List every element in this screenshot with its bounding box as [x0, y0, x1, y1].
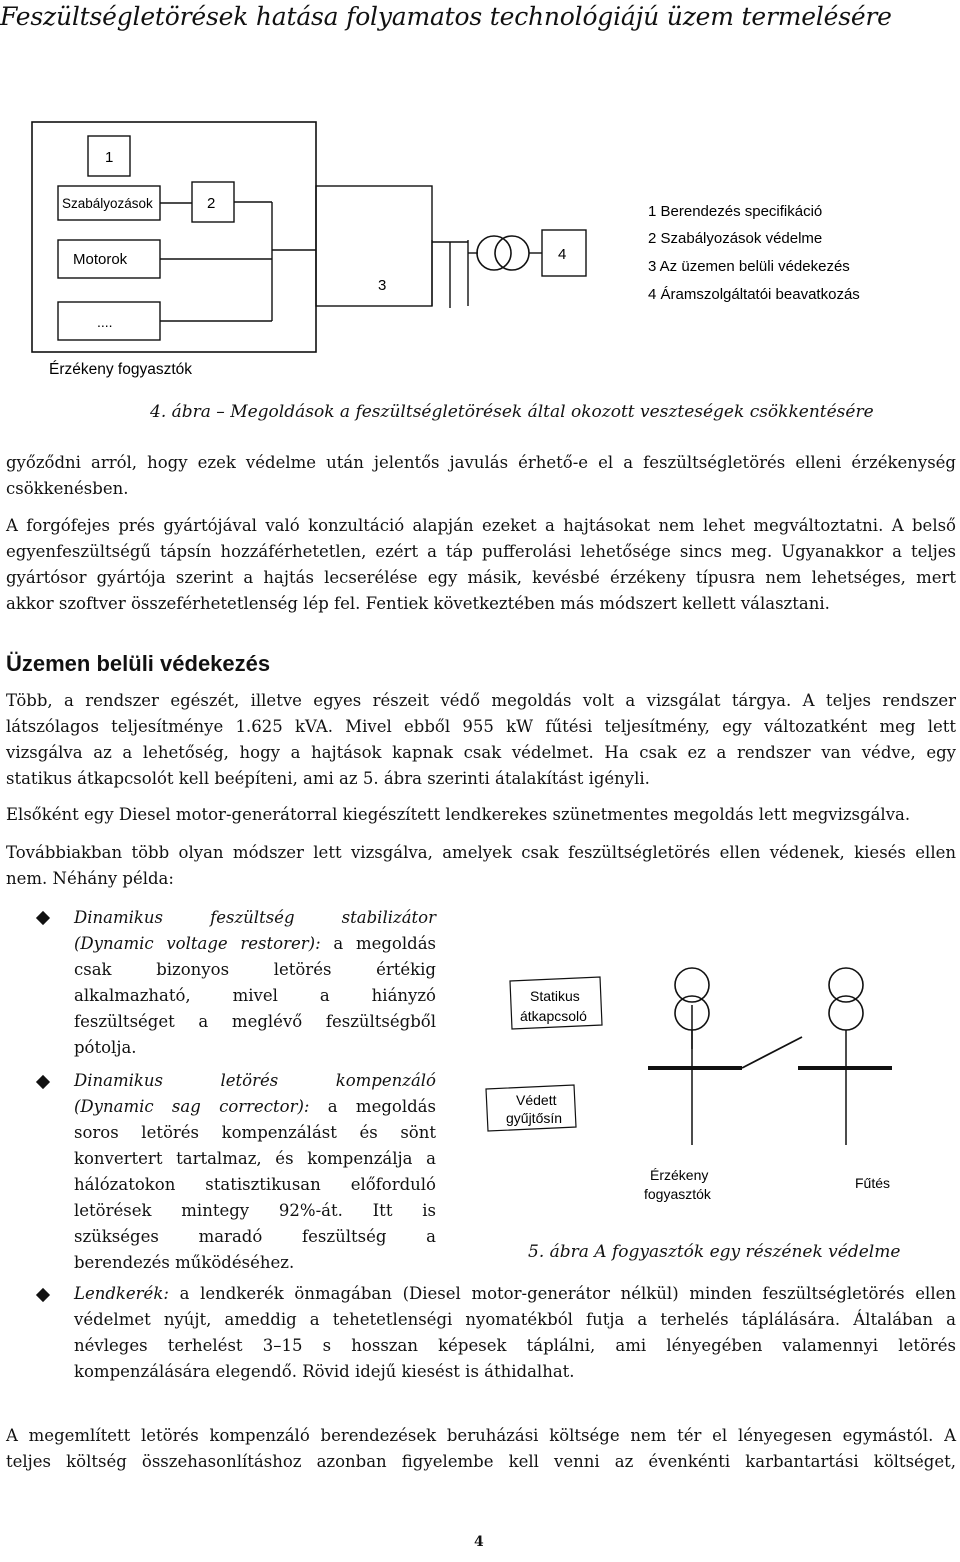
section-heading: Üzemen belüli védekezés	[6, 651, 271, 676]
text-line: konvertert tartalmaz, és kompenzálja a	[74, 1149, 436, 1168]
box-1-label: 1	[105, 149, 114, 166]
text-line: gyártósor gyártója szerint a hajtás lecserélése egy másik, kevésbé érzékeny típusra nem lehetséges, mert	[6, 568, 956, 587]
protected-bus-label-1: Védett	[516, 1092, 557, 1108]
legend-item: 3 Az üzemen belüli védekezés	[648, 258, 850, 275]
text-line: Több, a rendszer egészét, illetve egyes részeit védő megoldás volt a vizsgálat tárgya. A teljes rendszer	[6, 691, 956, 710]
legend-item: 1 Berendezés specifikáció	[648, 203, 823, 220]
text-line: névleges terhelést 3–15 s hosszan képesek táplálni, ami lényegében valamennyi letörés	[74, 1336, 956, 1355]
paragraph-2	[6, 513, 956, 617]
bullet-diamond-icon	[36, 911, 50, 925]
paragraph-3	[6, 688, 956, 792]
sensitive-loads-label-1: Érzékeny	[650, 1167, 709, 1183]
transformer-winding-2	[495, 236, 529, 270]
text-line: pótolja.	[74, 1038, 137, 1057]
heating-label: Fűtés	[855, 1175, 891, 1191]
text-run: a lendkerék önmagában (Diesel motor-generátor nélkül) minden feszültségletörés ellen	[168, 1284, 956, 1303]
bullet-1-text	[74, 905, 436, 1061]
text-line: alkalmazható, mivel a hiányzó	[74, 986, 436, 1005]
static-switch	[742, 1037, 802, 1068]
text-line: nem. Néhány példa:	[6, 869, 174, 888]
text-line	[74, 1094, 436, 1120]
box-3-label: 3	[378, 277, 387, 294]
figure-4-diagram	[0, 110, 960, 390]
text-run: a megoldás	[309, 1097, 436, 1116]
text-line: feszültséget a meglévő feszültségből	[74, 1012, 436, 1031]
page-number: 4	[474, 1534, 484, 1550]
paragraph-5	[6, 840, 956, 892]
text-line: teljes költség összehasonlításhoz azonban figyelembe kell venni az évenkénti karbantartási költséget,	[6, 1452, 956, 1471]
text-line	[74, 1281, 956, 1307]
italic-term: (Dynamic voltage restorer):	[74, 934, 321, 953]
text-line: győződni arról, hogy ezek védelme után jelentős javulás érhető-e el a feszültségletörés elleni érzékenység	[6, 453, 956, 472]
dots-label: ....	[97, 314, 113, 330]
italic-term: Lendkerék:	[74, 1284, 169, 1303]
figure-5-diagram	[480, 955, 950, 1225]
text-line: hálózatokon statisztikusan előforduló	[74, 1175, 436, 1194]
paragraph-6	[6, 1423, 956, 1475]
static-switch-label-2: átkapcsoló	[520, 1008, 587, 1024]
text-line: soros letörés kompenzálást és sönt	[74, 1123, 436, 1142]
legend-item: 2 Szabályozások védelme	[648, 230, 823, 247]
motors-label: Motorok	[73, 251, 128, 268]
italic-term: Dinamikus letörés kompenzáló	[74, 1071, 436, 1090]
text-line: szükséges maradó feszültség a	[74, 1227, 436, 1246]
text-line: vizsgálva az a lehetőség, hogy a hajtások kapnak csak védelmet. Ha csak ez a rendszer van védve, egy	[6, 743, 956, 762]
box-4-label: 4	[558, 246, 567, 263]
sensitive-loads-frame	[32, 122, 316, 352]
text-line: berendezés működéséhez.	[74, 1253, 295, 1272]
transformer-left-top	[675, 968, 709, 1002]
box-2-label: 2	[207, 195, 216, 212]
text-line: látszólagos teljesítménye 1.625 kVA. Mivel ebből 955 kW fűtési teljesítmény, egy változatként meg lett	[6, 717, 956, 736]
text-line: csak bizonyos letörés értékig	[74, 960, 436, 979]
text-line: Továbbiakban több olyan módszer lett vizsgálva, amelyek csak feszültségletörés ellen védenek, kiesés ellen	[6, 843, 956, 862]
page-title: Feszültségletörések hatása folyamatos technológiájú üzem termelésére	[0, 2, 892, 31]
italic-term: Dinamikus feszültség stabilizátor	[74, 908, 436, 927]
transformer-winding-1	[477, 236, 511, 270]
bullet-3-text	[74, 1281, 956, 1385]
sensitive-loads-label: Érzékeny fogyasztók	[49, 361, 193, 378]
text-line: kompenzálására elegendő. Rövid idejű kiesést is áthidalhat.	[74, 1362, 575, 1381]
text-run: a megoldás	[320, 934, 436, 953]
protected-bus-label-2: gyűjtősín	[506, 1110, 563, 1126]
text-line: csökkenésben.	[6, 479, 129, 498]
text-line: Elsőként egy Diesel motor-generátorral kiegészített lendkerekes szünetmentes megoldás lett megvizsgálva.	[6, 805, 911, 824]
sensitive-loads-label-2: fogyasztók	[644, 1186, 711, 1202]
transformer-right-top	[829, 968, 863, 1002]
static-switch-label-1: Statikus	[530, 988, 580, 1004]
rules-label: Szabályozások	[62, 196, 153, 211]
text-line	[74, 905, 436, 931]
box-3	[316, 186, 432, 306]
paragraph-4	[6, 802, 956, 828]
italic-term: (Dynamic sag corrector):	[74, 1097, 310, 1116]
text-line: statikus átkapcsolót kell beépíteni, ami az 5. ábra szerinti átalakítást igényli.	[6, 769, 650, 788]
transformer-right-bottom	[829, 996, 863, 1030]
bullet-2-text	[74, 1068, 436, 1276]
bullet-diamond-icon	[36, 1288, 50, 1302]
text-line: letörések mintegy 92%-át. Itt is	[74, 1201, 436, 1220]
text-line: egyenfeszültségű tápsín hozzáférhetetlen, ezért a táp pufferolási lehetősége sincs meg. Ugyanakkor a teljes	[6, 542, 956, 561]
figure-5-caption: 5. ábra A fogyasztók egy részének védelme	[528, 1242, 901, 1262]
text-line: védelmet nyújt, ameddig a tehetetlenségi nyomatékból futja a terhelés táplálására. Általában a	[74, 1310, 956, 1329]
text-line	[74, 1068, 436, 1094]
paragraph-1	[6, 450, 956, 502]
legend-item: 4 Áramszolgáltatói beavatkozás	[648, 286, 860, 303]
bullet-diamond-icon	[36, 1075, 50, 1089]
text-line: A megemlített letörés kompenzáló berendezések beruházási költsége nem tér el lényegesen egymástól. A	[6, 1426, 956, 1445]
figure-4-caption: 4. ábra – Megoldások a feszültségletörések által okozott veszteségek csökkentésére	[150, 402, 874, 422]
text-line	[74, 931, 436, 957]
text-line: A forgófejes prés gyártójával való konzultáció alapján ezeket a hajtásokat nem lehet megváltoztatni. A belső	[6, 516, 956, 535]
text-line: akkor szoftver összeférhetetlenség lép fel. Fentiek következtében más módszert kellett választani.	[6, 594, 830, 613]
